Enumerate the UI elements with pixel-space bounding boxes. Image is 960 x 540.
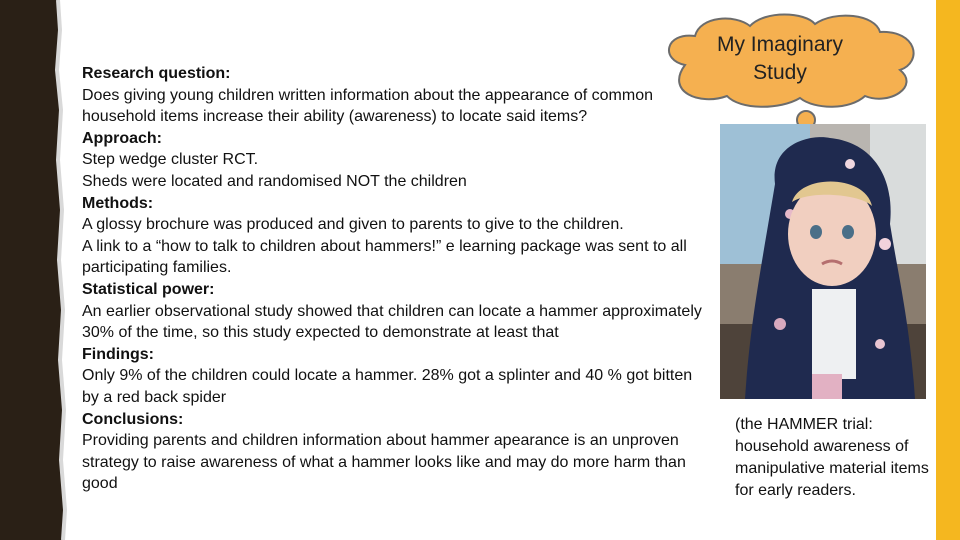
study-caption: (the HAMMER trial: household awareness of manipulative material items for early readers. — [735, 416, 929, 499]
section-body: An earlier observational study showed that children can locate a hammer approximately 30% of the time, so this study expected to demonstrate at least that — [82, 302, 702, 342]
left-decorative-bar — [0, 0, 72, 540]
section-heading: Conclusions: — [82, 410, 184, 428]
section-body: A link to a “how to talk to children about hammers!” e learning package was sent to all participating families. — [82, 237, 687, 277]
section-heading: Statistical power: — [82, 280, 215, 298]
thought-cloud-title — [690, 31, 870, 87]
main-text-block — [82, 63, 712, 495]
section-heading: Methods: — [82, 194, 154, 212]
section-body: A glossy brochure was produced and given to parents to give to the children. — [82, 216, 624, 234]
section-heading: Research question: — [82, 65, 231, 82]
section-body: Providing parents and children information about hammer apearance is an unproven strategy to raise awareness of what a hammer looks like and may do more harm than good — [82, 432, 686, 493]
right-accent-bar — [936, 0, 960, 540]
section-body: Step wedge cluster RCT. — [82, 151, 259, 169]
section-body: Does giving young children written information about the appearance of common household items increase their ability (awareness) to locate said items? — [82, 86, 653, 126]
child-photo — [720, 124, 926, 399]
thought-cloud-title-line: Study — [753, 61, 807, 84]
section-heading: Approach: — [82, 129, 162, 147]
section-body: Sheds were located and randomised NOT the children — [82, 172, 467, 190]
thought-cloud-title-line: My Imaginary — [716, 33, 844, 56]
section-heading: Findings: — [82, 345, 154, 363]
section-body: Only 9% of the children could locate a hammer. 28% got a splinter and 40 % got bitten by a red back spider — [82, 367, 693, 406]
